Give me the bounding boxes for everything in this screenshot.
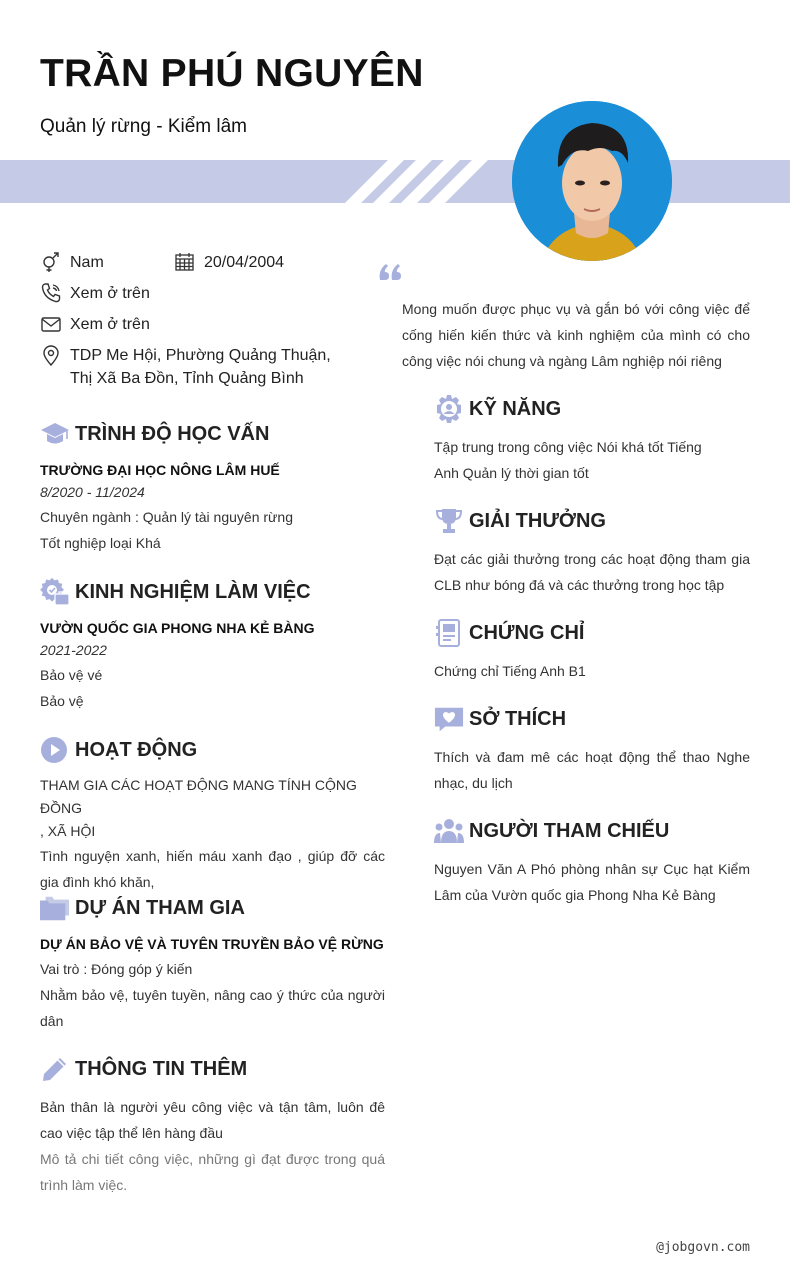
map-pin-icon [40,344,62,366]
education-entry [40,460,385,556]
project-role: Vai trò : Đóng góp ý kiến [40,961,193,977]
experience-org: VƯỜN QUỐC GIA PHONG NHA KẺ BÀNG [40,620,315,636]
activities-org: THAM GIA CÁC HOẠT ĐỘNG MANG TÍNH CỘNG ĐỒNG [40,777,357,816]
section-title: HOẠT ĐỘNG [75,738,198,761]
school-name: TRƯỜNG ĐẠI HỌC NÔNG LÂM HUẾ [40,462,280,478]
project-desc: Nhằm bảo vệ, tuyên tuyền, nâng cao ý thức của người dân [40,987,385,1029]
experience-line: Bảo vệ [40,693,84,709]
awards-text: Đạt các giải thưởng trong các hoạt động tham gia CLB như bóng đá và các thưởng trong học tập [434,551,750,593]
section-title: GIẢI THƯỞNG [469,509,606,532]
section-title: SỞ THÍCH [469,707,567,730]
contact-address [40,344,331,390]
certificates-text: Chứng chỉ Tiếng Anh B1 [434,663,586,679]
certificate-icon [434,618,464,648]
graduation-cap-icon [40,419,70,449]
section-activities-header [40,735,197,765]
contact-email [40,313,150,336]
contact-gender [40,251,104,274]
education-period: 8/2020 - 11/2024 [40,484,145,500]
projects-entry [40,934,385,1034]
envelope-icon [40,313,62,335]
section-references-header [434,816,669,846]
section-title: TRÌNH ĐỘ HỌC VẤN [75,422,270,445]
profile-photo [512,101,672,261]
activities-org: , XÃ HỘI [40,823,96,839]
footer-brand: @jobgovn.com [656,1240,750,1255]
section-more-info-header [40,1054,247,1084]
education-grade: Tốt nghiệp loại Khá [40,535,161,551]
play-circle-icon [40,735,70,765]
activities-entry [40,774,385,895]
career-objective: Mong muốn được phục vụ và gắn bó với công việc để cống hiến kiến thức và kinh nghiệm của mình có cho công việc nói chung và ngàng Lâm nghiệp nói riêng [402,301,750,369]
email-value: Xem ở trên [70,316,150,333]
project-name: DỰ ÁN BẢO VỆ VÀ TUYÊN TRUYỀN BẢO VỆ RỪNG [40,936,384,952]
badge-briefcase-icon [40,577,70,607]
user-gear-icon [434,394,464,424]
section-title: NGƯỜI THAM CHIẾU [469,819,670,842]
section-title: DỰ ÁN THAM GIA [75,896,245,919]
activities-desc: Tình nguyện xanh, hiến máu xanh đạo , giúp đỡ các gia đình khó khăn, [40,848,385,890]
section-awards-header [434,506,606,536]
phone-icon [40,282,62,304]
section-title: KỸ NĂNG [469,397,562,420]
phone-value: Xem ở trên [70,285,150,302]
calendar-icon [174,251,196,273]
skills-line: Anh Quản lý thời gian tốt [434,465,589,481]
more-info-text: Bản thân là người yêu công việc và tận tâm, luôn đê cao việc tập thể lên hàng đầu [40,1099,385,1141]
section-projects-header [40,893,245,923]
job-title: Quản lý rừng - Kiểm lâm [40,116,248,137]
section-title: CHỨNG CHỈ [469,621,585,644]
section-education-header [40,419,269,449]
address-line-1: TDP Me Hội, Phường Quảng Thuận, [70,347,331,364]
section-hobbies-header [434,704,566,734]
experience-period: 2021-2022 [40,642,107,658]
candidate-name: TRẦN PHÚ NGUYÊN [40,52,424,95]
skills-line: Tập trung trong công việc Nói khá tốt Tiếng [434,439,702,455]
gender-value: Nam [70,254,104,271]
more-info-entry [40,1094,385,1198]
references-text: Nguyen Văn A Phó phòng nhân sự Cục hạt Kiểm Lâm của Vườn quốc gia Phong Nha Kẻ Bàng [434,861,750,903]
gender-icon [40,251,62,273]
section-title: KINH NGHIỆM LÀM VIỆC [75,580,311,603]
contact-birthdate [174,251,284,274]
pencil-icon [40,1054,70,1084]
awards-entry [434,546,750,598]
experience-line: Bảo vệ vé [40,667,103,683]
skills-entry [434,434,750,486]
section-title: THÔNG TIN THÊM [75,1057,248,1080]
experience-entry [40,618,385,714]
heart-chat-icon [434,704,464,734]
trophy-icon [434,506,464,536]
hobbies-entry [434,744,750,796]
contact-phone [40,282,150,305]
more-info-placeholder: Mô tả chi tiết công việc, những gì đạt được trong quá trình làm việc. [40,1151,385,1193]
users-group-icon [434,816,464,846]
education-major: Chuyên ngành : Quản lý tài nguyên rừng [40,509,293,525]
birthdate-value: 20/04/2004 [204,254,285,271]
section-skills-header [434,394,561,424]
hobbies-text: Thích và đam mê các hoạt động thể thao Nghe nhạc, du lịch [434,749,750,791]
certificates-entry [434,658,750,684]
address-line-2: Thị Xã Ba Đồn, Tỉnh Quảng Bình [70,370,304,387]
section-experience-header [40,577,311,607]
section-certificates-header [434,618,584,648]
folders-icon [40,893,70,923]
quote-icon [378,262,402,287]
references-entry [434,856,750,908]
